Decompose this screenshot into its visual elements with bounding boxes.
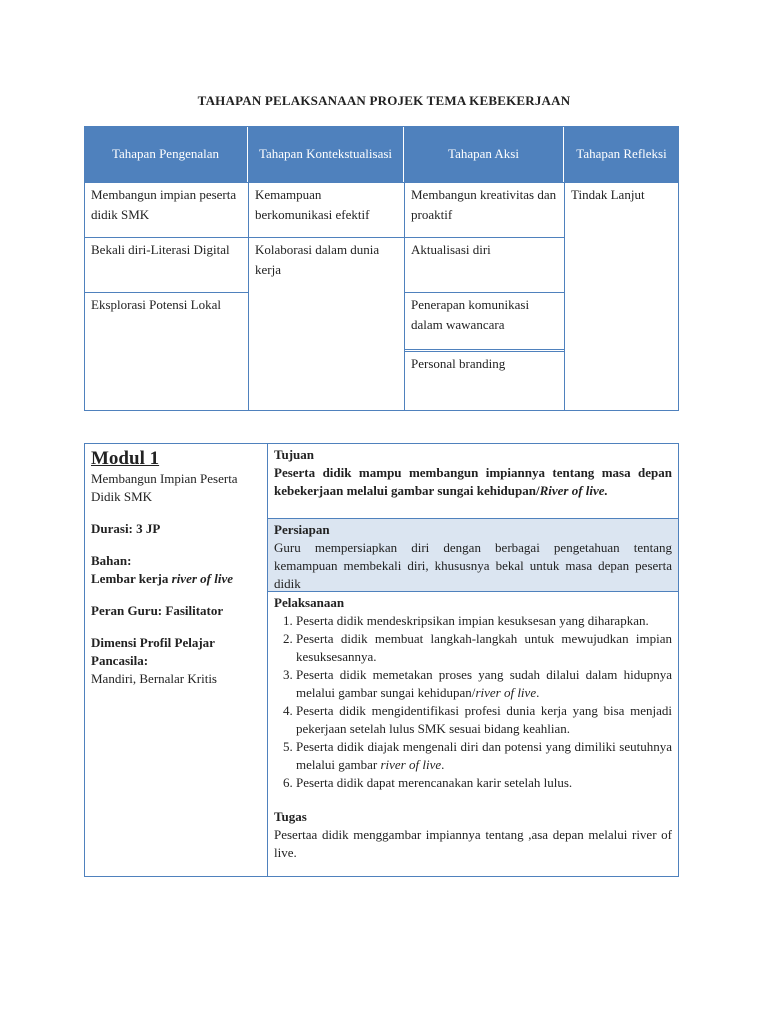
persiapan-section	[268, 518, 678, 592]
tugas-label: Tugas	[274, 809, 307, 824]
step-6: 6. Peserta didik dapat merencanakan karir setelah lulus.	[296, 774, 672, 792]
bahan-label: Bahan:	[91, 553, 132, 568]
module-duration: Durasi: 3 JP	[91, 521, 161, 536]
refleksi-item-1: Tindak Lanjut	[564, 182, 679, 411]
pengenalan-item-2: Bekali diri-Literasi Digital	[84, 237, 249, 293]
step-4: 4. Peserta didik mengidentifikasi profesi dunia kerja yang bisa menjadi pekerjaan setelah lulus SMK sesuai bidang keahlian.	[296, 702, 672, 738]
persiapan-label: Persiapan	[274, 522, 330, 537]
module-table	[84, 443, 679, 877]
step-5: 5. Peserta didik diajak mengenali diri dan potensi yang dimiliki seutuhnya melalui gambar river of live.	[296, 738, 672, 774]
module-subtitle: Membangun Impian Peserta Didik SMK	[91, 471, 238, 504]
tujuan-text: Peserta didik mampu membangun impiannya tentang masa depan kebekerjaan melalui gambar sungai kehidupan/River of live.	[274, 465, 672, 498]
document-title: TAHAPAN PELAKSANAAN PROJEK TEMA KEBEKERJAAN	[197, 93, 571, 108]
teacher-role: Peran Guru: Fasilitator	[91, 603, 224, 618]
kontekstualisasi-item-1: Kemampuan berkomunikasi efektif	[248, 182, 405, 238]
header-aksi: Tahapan Aksi	[404, 126, 564, 182]
module-info-column	[85, 444, 268, 876]
bahan-value: Lembar kerja river of live	[91, 571, 234, 586]
module-detail-column	[268, 444, 678, 876]
aksi-item-4: Personal branding	[404, 349, 565, 411]
header-pengenalan: Tahapan Pengenalan	[84, 126, 248, 182]
pelaksanaan-label: Pelaksanaan	[274, 595, 345, 610]
header-kontekstualisasi: Tahapan Kontekstualisasi	[248, 126, 404, 182]
header-refleksi: Tahapan Refleksi	[564, 126, 679, 182]
aksi-item-3: Penerapan komunikasi dalam wawancara	[404, 292, 565, 350]
persiapan-text: Guru mempersiapkan diri dengan berbagai pengetahuan tentang kemampuan membekali diri, khususnya bekal untuk masa depan peserta didik	[274, 540, 672, 591]
step-3: 3. Peserta didik memetakan proses yang sudah dilalui dalam hidupnya melalui gambar sungai kehidupan/river of live.	[296, 666, 672, 702]
tugas-text: Pesertaa didik menggambar impiannya tentang ,asa depan melalui river of live.	[274, 827, 672, 860]
step-1: 1. Peserta didik mendeskripsikan impian kesuksesan yang diharapkan.	[296, 612, 672, 630]
stages-table	[84, 126, 679, 411]
step-2: 2. Peserta didik membuat langkah-langkah untuk mewujudkan impian kesuksesannya.	[296, 630, 672, 666]
kontekstualisasi-item-2: Kolaborasi dalam dunia kerja	[248, 237, 405, 411]
dimensi-value: Mandiri, Bernalar Kritis	[91, 671, 217, 686]
pelaksanaan-steps	[274, 612, 672, 792]
dimensi-label: Dimensi Profil Pelajar Pancasila:	[91, 635, 215, 668]
module-title: Modul 1	[91, 448, 160, 469]
aksi-item-1: Membangun kreativitas dan proaktif	[404, 182, 565, 238]
pengenalan-item-3: Eksplorasi Potensi Lokal	[84, 292, 249, 411]
pengenalan-item-1: Membangun impian peserta didik SMK	[84, 182, 249, 238]
tujuan-section	[268, 444, 678, 518]
aksi-item-2: Aktualisasi diri	[404, 237, 565, 293]
tujuan-label: Tujuan	[274, 447, 314, 462]
pelaksanaan-section	[268, 592, 678, 876]
